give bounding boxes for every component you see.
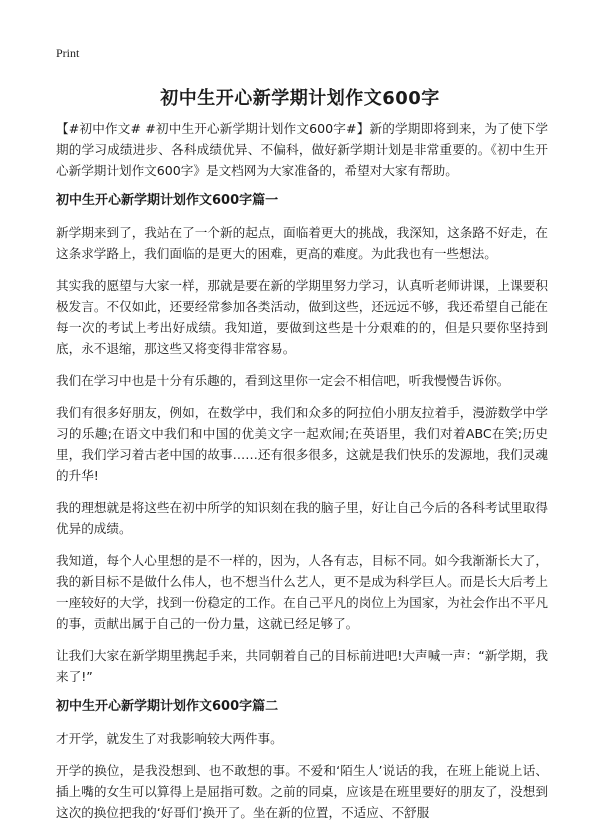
paragraph: 其实我的愿望与大家一样，那就是要在新的学期里努力学习，认真听老师讲课，上课要积极发言。不仅如此，还要经常参加各类活动，做到这些，还远远不够，我还希望自己能在每一次的考试上考出好成绩。我知道，要做到这些是十分艰难的的，但是只要你坚持到底，永不退缩，那这些又将变得非常容易。 (56, 278, 548, 356)
paragraph: 我们有很多好朋友，例如，在数学中，我们和众多的阿拉伯小朋友拉着手，漫游数学中学习的乐趣;在语文中我们和中国的优美文字一起欢闹;在英语里，我们对着ABC在笑;历史里，我们学习着古老中国的故事……还有很多很多，这就是我们快乐的发源地，我们灵魂的升华! (56, 405, 548, 483)
page-title: 初中生开心新学期计划作文600字 (160, 88, 440, 109)
paragraph: 才开学，就发生了对我影响较大两件事。 (56, 731, 283, 746)
paragraph: 让我们大家在新学期里携起手来，共同朝着自己的目标前进吧!大声喊一声：“新学期，我来了!” (56, 648, 548, 684)
section-heading-1: 初中生开心新学期计划作文600字篇一 (56, 193, 279, 208)
paragraph: 我们在学习中也是十分有乐趣的，看到这里你一定会不相信吧，听我慢慢告诉你。 (56, 373, 510, 388)
article-body (56, 118, 548, 834)
paragraph: 开学的换位，是我没想到、也不敢想的事。不爱和‘陌生人’说话的我，在班上能说上话、插上嘴的女生可以算得上是屈指可数。之前的同桌，应该是在班里要好的朋友了，没想到这次的换位把我的‘好哥们’换开了。坐在新的位置，不适应、不舒服 (56, 763, 548, 820)
print-link[interactable]: Print (56, 46, 80, 60)
paragraph: 我知道，每个人心里想的是不一样的，因为，人各有志，目标不同。如今我渐渐长大了，我的新目标不是做什么伟人，也不想当什么艺人，更不是成为科学巨人。而是长大后考上一座较好的大学，找到一份稳定的工作。在自己平凡的岗位上为国家，为社会作出不平凡的事，贡献出属于自己的一份力量，这就已经足够了。 (56, 553, 548, 631)
paragraph: 我的理想就是将这些在初中所学的知识刻在我的脑子里，好让自己今后的各科考试里取得优异的成绩。 (56, 500, 548, 536)
section-heading-2: 初中生开心新学期计划作文600字篇二 (56, 699, 279, 714)
paragraph: 新学期来到了，我站在了一个新的起点，面临着更大的挑战，我深知，这条路不好走，在这条求学路上，我们面临的是更大的困难，更高的难度。为此我也有一些想法。 (56, 225, 548, 261)
intro-paragraph: 【#初中作文# #初中生开心新学期计划作文600字#】新的学期即将到来，为了使下学期的学习成绩进步、各科成绩优异、不偏科，做好新学期计划是非常重要的。《初中生开心新学期计划作文600字》是文档网为大家准备的，希望对大家有帮助。 (56, 121, 548, 178)
